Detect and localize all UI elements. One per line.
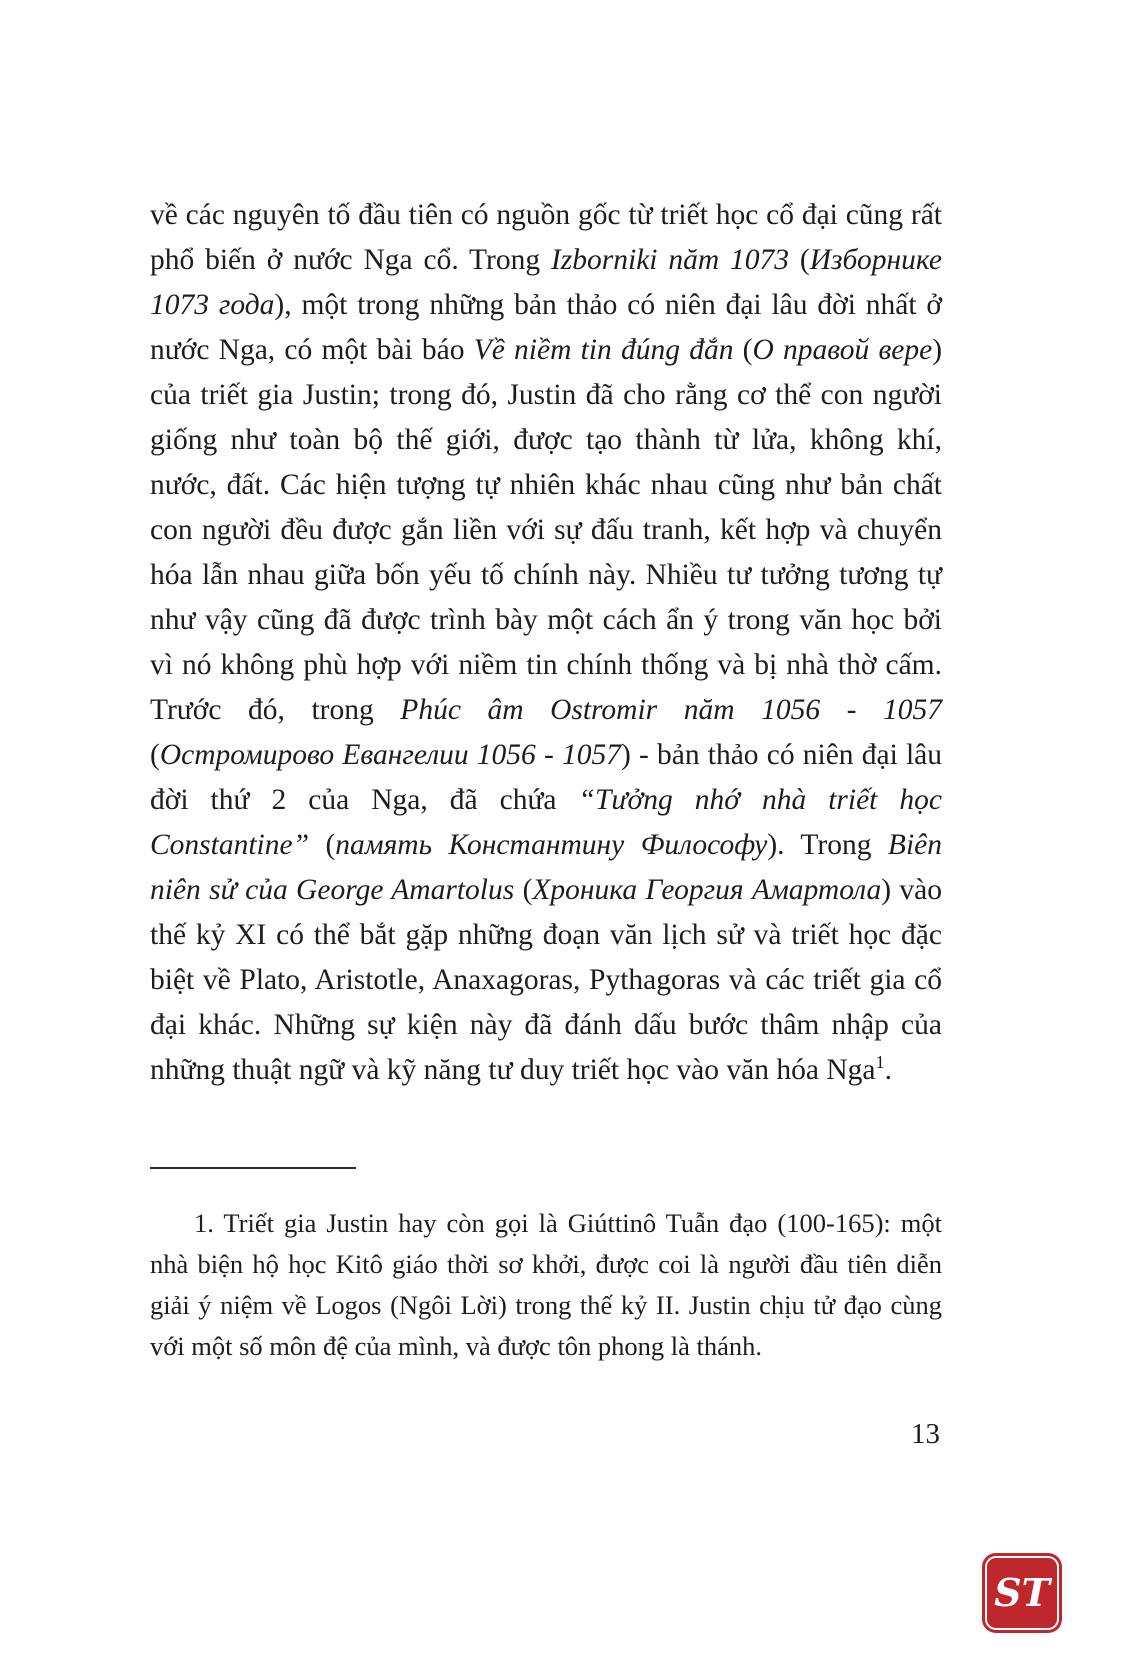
- footnote-separator: [150, 1167, 356, 1169]
- page-number: 13: [911, 1418, 940, 1450]
- publisher-logo: [982, 1553, 1062, 1633]
- publisher-logo-text: ST: [994, 1569, 1050, 1615]
- body-paragraph: về các nguyên tố đầu tiên có nguồn gốc từ triết học cổ đại cũng rất phổ biến ở nước Nga cổ. Trong Izborniki năm 1073 (Изборнике 1073 года), một trong những bản thảo có niên đại lâu đời nhất ở nước Nga, có một bài báo Về niềm tin đúng đắn (О правой вере) của triết gia Justin; trong đó, Justin đã cho rằng cơ thể con người giống như toàn bộ thế giới, được tạo thành từ lửa, không khí, nước, đất. Các hiện tượng tự nhiên khác nhau cũng như bản chất con người đều được gắn liền với sự đấu tranh, kết hợp và chuyển hóa lẫn nhau giữa bốn yếu tố chính này. Nhiều tư tưởng tương tự như vậy cũng đã được trình bày một cách ẩn ý trong văn học bởi vì nó không phù hợp với niềm tin chính thống và bị nhà thờ cấm. Trước đó, trong Phúc âm Ostromir năm 1056 - 1057 (Остромирово Евангелии 1056 - 1057) - bản thảo có niên đại lâu đời thứ 2 của Nga, đã chứa “Tưởng nhớ nhà triết học Constantine” (память Константину Философу). Trong Biên niên sử của George Amartolus (Хроника Георгия Амартола) vào thế kỷ XI có thể bắt gặp những đoạn văn lịch sử và triết học đặc biệt về Plato, Aristotle, Anaxagoras, Pythagoras và các triết gia cổ đại khác. Những sự kiện này đã đánh dấu bước thâm nhập của những thuật ngữ và kỹ năng tư duy triết học vào văn hóa Nga$^1$.: [150, 198, 943, 1086]
- footnote-text: 1. Triết gia Justin hay còn gọi là Giúttinô Tuẫn đạo (100-165): một nhà biện hộ học Kitô giáo thời sơ khởi, được coi là người đầu tiên diễn giải ý niệm về Logos (Ngôi Lời) trong thế kỷ II. Justin chịu tử đạo cùng với một số môn đệ của mình, và được tôn phong là thánh.: [150, 1207, 942, 1361]
- text-block: [150, 163, 942, 1393]
